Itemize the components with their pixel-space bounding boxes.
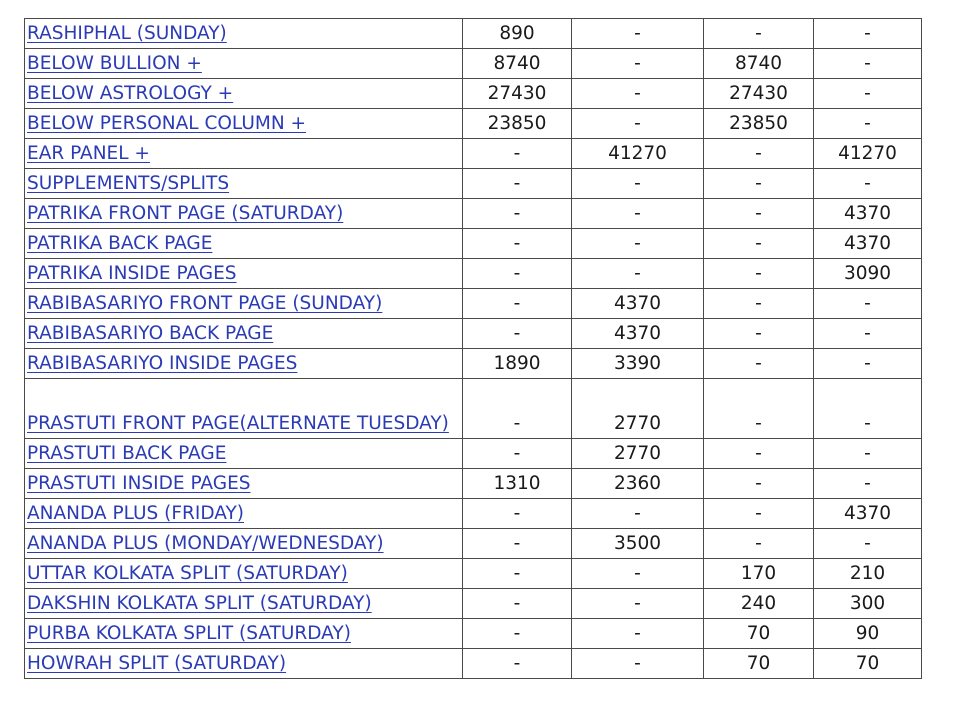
table-row [25, 379, 922, 439]
table-row [25, 199, 922, 229]
value-cell: - [704, 349, 814, 379]
value-cell: 2770 [572, 379, 704, 439]
row-label-cell [25, 199, 463, 229]
row-label-link[interactable]: BELOW ASTROLOGY + [27, 83, 234, 104]
value-cell: - [463, 139, 572, 169]
value-cell: 4370 [814, 499, 922, 529]
value-cell: - [704, 169, 814, 199]
row-label-link[interactable]: RASHIPHAL (SUNDAY) [27, 23, 227, 44]
row-label-link[interactable]: PRASTUTI INSIDE PAGES [27, 473, 251, 494]
row-label-cell [25, 259, 463, 289]
value-cell: - [704, 19, 814, 49]
value-cell: - [814, 319, 922, 349]
value-cell: 70 [704, 619, 814, 649]
table-row [25, 109, 922, 139]
row-label-link[interactable]: ANANDA PLUS (MONDAY/WEDNESDAY) [27, 533, 384, 554]
row-label-link[interactable]: PRASTUTI BACK PAGE [27, 443, 227, 464]
table-row [25, 649, 922, 679]
value-cell: - [704, 379, 814, 439]
value-cell: - [463, 199, 572, 229]
value-cell: 170 [704, 559, 814, 589]
row-label-cell [25, 79, 463, 109]
value-cell: - [704, 289, 814, 319]
row-label-cell [25, 109, 463, 139]
row-label-cell [25, 139, 463, 169]
row-label-cell [25, 649, 463, 679]
table-row [25, 349, 922, 379]
value-cell: 90 [814, 619, 922, 649]
row-label-link[interactable]: DAKSHIN KOLKATA SPLIT (SATURDAY) [27, 593, 372, 614]
table-row [25, 289, 922, 319]
value-cell: - [463, 619, 572, 649]
value-cell: - [463, 589, 572, 619]
value-cell: 2770 [572, 439, 704, 469]
row-label-cell [25, 49, 463, 79]
row-label-link[interactable]: PURBA KOLKATA SPLIT (SATURDAY) [27, 623, 351, 644]
value-cell: 240 [704, 589, 814, 619]
value-cell: - [572, 19, 704, 49]
rate-table [24, 18, 922, 679]
table-row [25, 19, 922, 49]
value-cell: 70 [814, 649, 922, 679]
value-cell: - [814, 379, 922, 439]
row-label-link[interactable]: PATRIKA INSIDE PAGES [27, 263, 237, 284]
row-label-link[interactable]: BELOW PERSONAL COLUMN + [27, 113, 307, 134]
row-label-cell [25, 289, 463, 319]
value-cell: - [814, 169, 922, 199]
value-cell: 210 [814, 559, 922, 589]
value-cell: - [704, 199, 814, 229]
value-cell: - [814, 529, 922, 559]
value-cell: 300 [814, 589, 922, 619]
value-cell: 4370 [814, 229, 922, 259]
value-cell: 23850 [704, 109, 814, 139]
value-cell: - [463, 169, 572, 199]
value-cell: - [814, 289, 922, 319]
value-cell: 8740 [704, 49, 814, 79]
row-label-link[interactable]: RABIBASARIYO INSIDE PAGES [27, 353, 298, 374]
value-cell: - [463, 529, 572, 559]
value-cell: 2360 [572, 469, 704, 499]
value-cell: - [572, 169, 704, 199]
value-cell: - [704, 469, 814, 499]
value-cell: 41270 [814, 139, 922, 169]
value-cell: - [463, 289, 572, 319]
value-cell: - [572, 589, 704, 619]
value-cell: - [463, 379, 572, 439]
row-label-link[interactable]: HOWRAH SPLIT (SATURDAY) [27, 653, 287, 674]
row-label-link[interactable]: RABIBASARIYO BACK PAGE [27, 323, 274, 344]
row-label-link[interactable]: UTTAR KOLKATA SPLIT (SATURDAY) [27, 563, 348, 584]
value-cell: - [704, 439, 814, 469]
value-cell: - [814, 109, 922, 139]
value-cell: - [704, 529, 814, 559]
row-label-cell [25, 499, 463, 529]
value-cell: - [704, 229, 814, 259]
value-cell: 4370 [572, 319, 704, 349]
value-cell: 41270 [572, 139, 704, 169]
value-cell: - [814, 469, 922, 499]
value-cell: - [814, 79, 922, 109]
value-cell: 3500 [572, 529, 704, 559]
row-label-link[interactable]: SUPPLEMENTS/SPLITS [27, 173, 230, 194]
row-label-cell [25, 169, 463, 199]
value-cell: - [704, 139, 814, 169]
row-label-cell [25, 529, 463, 559]
table-row [25, 619, 922, 649]
value-cell: - [463, 649, 572, 679]
row-label-cell [25, 619, 463, 649]
value-cell: - [572, 49, 704, 79]
value-cell: 27430 [463, 79, 572, 109]
row-label-cell [25, 469, 463, 499]
row-label-cell [25, 559, 463, 589]
value-cell: - [704, 319, 814, 349]
table-row [25, 589, 922, 619]
row-label-cell [25, 439, 463, 469]
value-cell: - [463, 499, 572, 529]
table-row [25, 49, 922, 79]
table-row [25, 469, 922, 499]
table-row [25, 229, 922, 259]
value-cell: 3390 [572, 349, 704, 379]
value-cell: - [814, 49, 922, 79]
value-cell: - [572, 499, 704, 529]
table-row [25, 259, 922, 289]
row-label-link[interactable]: ANANDA PLUS (FRIDAY) [27, 503, 244, 524]
value-cell: - [463, 229, 572, 259]
table-row [25, 169, 922, 199]
table-row [25, 439, 922, 469]
row-label-cell [25, 229, 463, 259]
value-cell: 1310 [463, 469, 572, 499]
value-cell: 8740 [463, 49, 572, 79]
table-row [25, 499, 922, 529]
row-label-link[interactable]: RABIBASARIYO FRONT PAGE (SUNDAY) [27, 293, 383, 314]
row-label-link[interactable]: PATRIKA FRONT PAGE (SATURDAY) [27, 203, 344, 224]
value-cell: - [814, 349, 922, 379]
value-cell: - [572, 199, 704, 229]
rate-table-container [24, 18, 922, 679]
row-label-link[interactable]: PRASTUTI FRONT PAGE(ALTERNATE TUESDAY) [27, 413, 449, 434]
row-label-link[interactable]: EAR PANEL + [27, 143, 150, 164]
table-row [25, 319, 922, 349]
value-cell: - [463, 259, 572, 289]
table-row [25, 559, 922, 589]
row-label-link[interactable]: BELOW BULLION + [27, 53, 202, 74]
value-cell: 3090 [814, 259, 922, 289]
row-label-cell [25, 349, 463, 379]
value-cell: - [704, 499, 814, 529]
value-cell: - [572, 229, 704, 259]
value-cell: 890 [463, 19, 572, 49]
value-cell: 23850 [463, 109, 572, 139]
value-cell: - [572, 109, 704, 139]
value-cell: 4370 [572, 289, 704, 319]
value-cell: - [572, 559, 704, 589]
value-cell: - [572, 649, 704, 679]
value-cell: - [814, 439, 922, 469]
value-cell: - [572, 79, 704, 109]
value-cell: 27430 [704, 79, 814, 109]
row-label-cell [25, 319, 463, 349]
value-cell: - [704, 259, 814, 289]
row-label-link[interactable]: PATRIKA BACK PAGE [27, 233, 213, 254]
value-cell: - [463, 559, 572, 589]
value-cell: - [463, 319, 572, 349]
table-row [25, 79, 922, 109]
row-label-cell [25, 589, 463, 619]
row-label-cell [25, 379, 463, 439]
value-cell: 70 [704, 649, 814, 679]
value-cell: - [463, 439, 572, 469]
value-cell: - [572, 259, 704, 289]
value-cell: 1890 [463, 349, 572, 379]
value-cell: - [814, 19, 922, 49]
table-row [25, 529, 922, 559]
row-label-cell [25, 19, 463, 49]
value-cell: 4370 [814, 199, 922, 229]
table-row [25, 139, 922, 169]
value-cell: - [572, 619, 704, 649]
